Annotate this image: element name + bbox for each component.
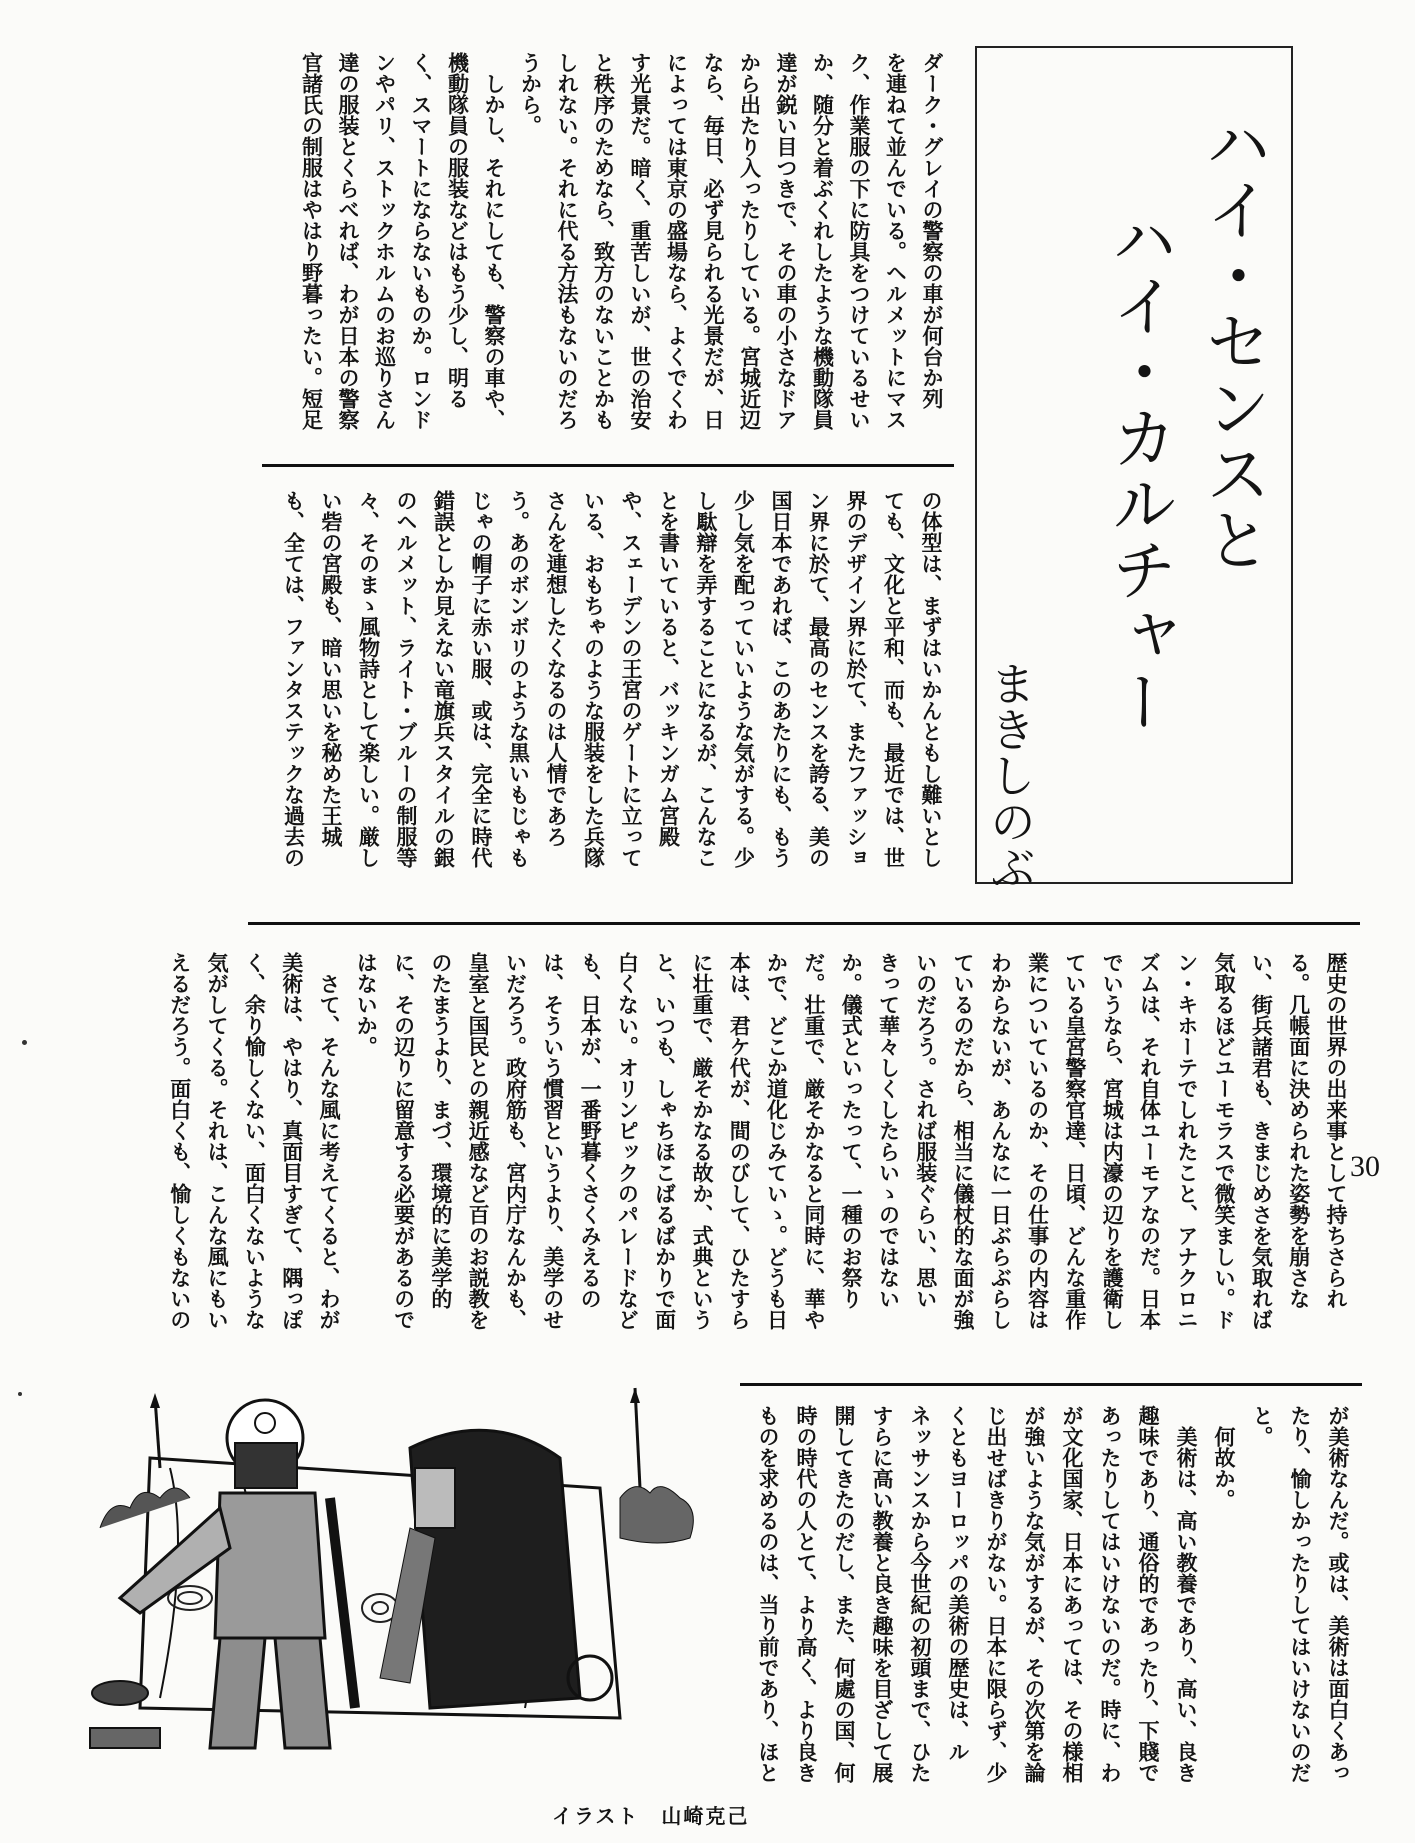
divider-lower — [740, 1383, 1362, 1386]
text-block-lower: 歴史の世界の出来事として持ちさられ る。几帳面に決められた姿勢を崩さな い、街兵諸君も、きまじめさを気取れば 気取るほどユーモラスで微笑ましい。ド ン・キホーテでしれたこと、アナクロニ ズムは、それ自体ユーモアなのだ。日本 でいうなら、宮城は内濠の辺りを護衛し ている皇宮警察官達、日頃、どんな重作 業についているのか、その仕事の内容は わからないが、あんなに一日ぶらぶらし ているのだから、相当に儀杖的な面が強 いのだろう。されば服装ぐらい、思い きって華々しくしたらいゝのではない か。儀式といったって、一種のお祭り だ。壮重で、厳そかなると同時に、華や かで、どこか道化じみていゝ。どうも日 本は、君ケ代が、間のびして、ひたすら に壮重で、厳そかなる故か、式典という と、いつも、しゃちほこばるばかりで面 白くない。オリンピックのパレードなど も、日本が、一番野暮くさくみえるの は、そういう慣習というより、美学のせ いだろう。政府筋も、宮内庁なんかも、 皇室と国民との親近感など百のお説教を のたまうより、まづ、環境的に美学的 に、その辺りに留意する必要があるので はないか。 さて、そんな風に考えてくると、わが 美術は、やはり、真面目すぎて、隅っぽ く、余り愉しくない、面白くないような 気がしてくる。それは、こんな風にもい えるだろう。面白くも、愉しくもないの — [167, 952, 1349, 1330]
divider-upper — [262, 464, 954, 467]
illustration — [80, 1378, 710, 1778]
article-title-line2: ハイ・カルチャー — [1100, 206, 1177, 734]
print-speck — [18, 1392, 22, 1396]
text-block-middle: の体型は、まずはいかんともし難いとし ても、文化と平和、而も、最近では、世 界のデザイン界に於て、またファッショ ン界に於て、最高のセンスを誇る、美の 国日本であれば、このあたりにも、もう 少し気を配っていいような気がする。少 し駄辯を弄することになるが、こんなこ とを書いていると、バッキンガム宮殿 や、スェーデンの王宮のゲートに立って いる、おもちゃのような服装をした兵隊 さんを連想したくなるのは人情であろ う。あのボンボリのような黒いもじゃも じゃの帽子に赤い服、或は、完全に時代 錯誤としか見えない竜旗兵スタイルの銀 のヘルメット、ライト・ブルーの制服等 々、そのまゝ風物詩として楽しい。厳し い砦の宮殿も、暗い思いを秘めた王城 も、全ては、ファンタステックな過去の — [281, 490, 944, 868]
title-box — [975, 46, 1293, 890]
page-number: 30 — [1350, 1150, 1380, 1183]
text-block-bottom-right: が美術なんだ。或は、美術は面白くあっ たり、愉しかったりしてはいけないのだ と。 何故か。 美術は、高い教養であり、高い、良き 趣味であり、通俗的であったり、下賤で あったりしてはいけないのだ。時に、わ が文化国家、日本にあっては、その様相 が強いような気がするが、その次第を論 じ出せばきりがない。日本に限らず、少 くともヨーロッパの美術の歴史は、ル ネッサンスから今世紀の初頭まで、ひた すらに高い教養と良き趣味を目ざして展 開してきたのだし、また、何處の国、何 時の時代の人とて、より高く、より良き ものを求めるのは、当り前であり、ほと — [756, 1405, 1351, 1783]
author-name: まきしのぶ — [983, 660, 1037, 890]
divider-middle — [248, 922, 1360, 925]
article-title-line1: ハイ・センスと — [1194, 110, 1271, 572]
illustration-credit: イラスト 山崎克己 — [552, 1804, 750, 1828]
text-block-top: ダーク・グレイの警察の車が何台か列 を連ねて並んでいる。ヘルメットにマス ク、作業服の下に防具をつけているせい か、随分と着ぶくれしたような機動隊員 達が鋭い目つきで、その車の小さなドア から出たり入ったりしている。宮城近辺 なら、毎日、必ず見られる光景だが、日 によっては東京の盛場なら、よくでくわ す光景だ。暗く、重苦しいが、世の治安 と秩序のためなら、致方のないことかも しれない。それに代る方法もないのだろ うから。 しかし、それにしても、警察の車や、 機動隊員の服装などはもう少し、明る く、スマートにならないものか。ロンド ンやパリ、ストックホルムのお巡りさん 達の服装とくらべれば、わが日本の警察 官諸氏の制服はやはり野暮ったい。短足 — [299, 52, 945, 430]
print-speck — [22, 1040, 27, 1045]
